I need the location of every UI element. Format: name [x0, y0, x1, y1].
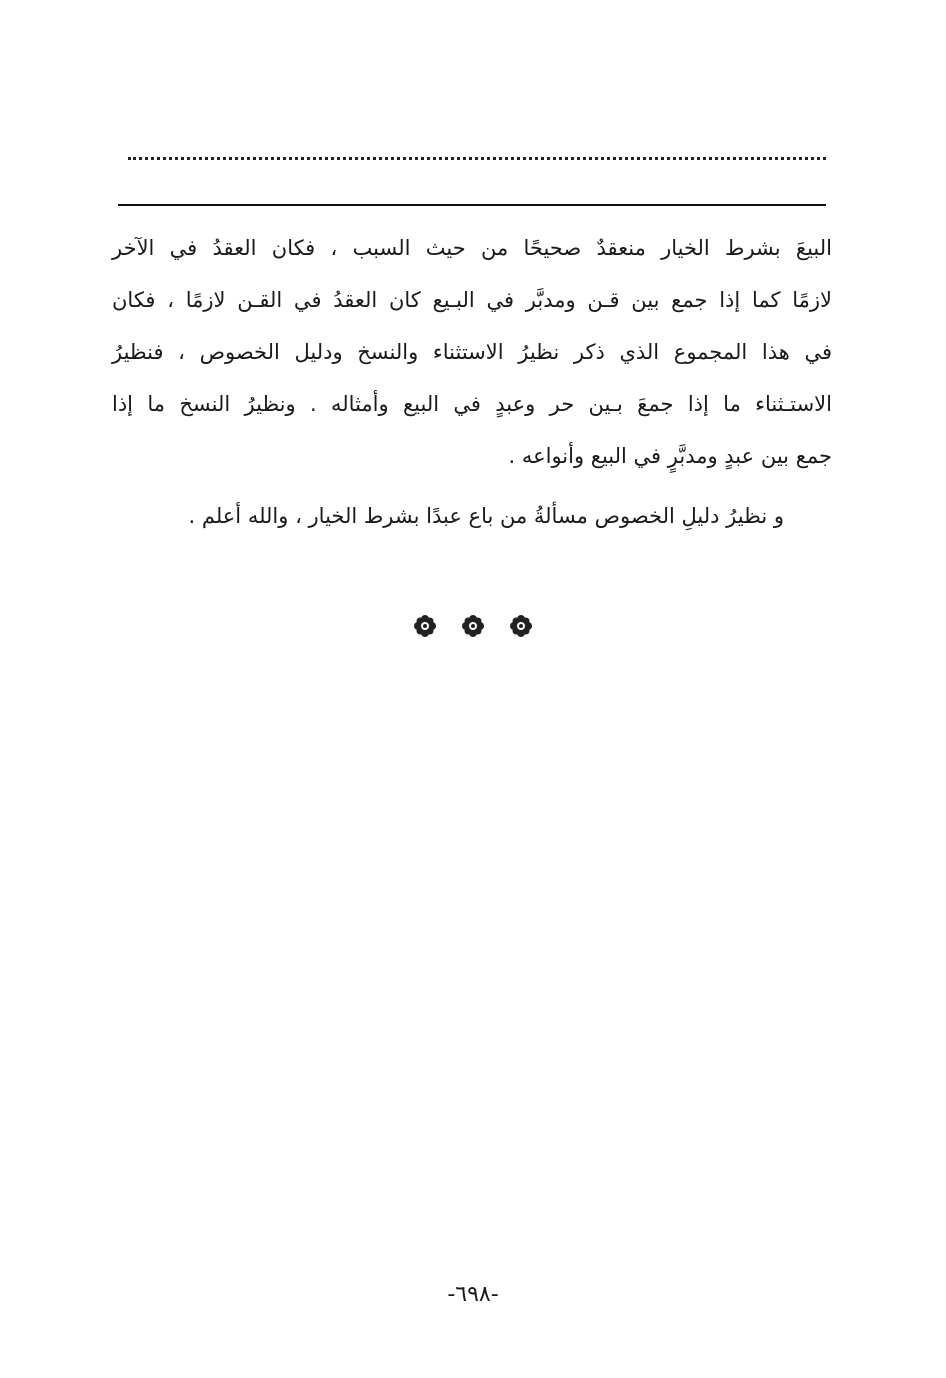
text-line: جمع بين عبدٍ ومدبَّرٍ في البيع وأنواعه .	[508, 444, 832, 468]
text-line: لازمًا كما إذا جمع بين قـن ومدبَّر في البـيع كان العقدُ في القـن لازمًا ، فكان	[112, 288, 832, 312]
section-end-ornaments	[413, 614, 533, 644]
solid-separator	[118, 204, 826, 206]
flower-ornament-icon	[461, 614, 485, 638]
flower-ornament-icon	[413, 614, 437, 638]
text-line: البيعَ بشرط الخيار منعقدٌ صحيحًا من حيث السبب ، فكان العقدُ في الآخر	[112, 236, 832, 260]
main-text-block	[112, 222, 832, 542]
flower-ornament-icon	[509, 614, 533, 638]
text-line: في هذا المجموع الذي ذكر نظيرُ الاستثناء والنسخ ودليل الخصوص ، فنظيرُ	[112, 340, 832, 364]
page-number: -٦٩٨-	[447, 1282, 499, 1307]
dotted-separator	[128, 157, 826, 160]
text-line: الاستـثناء ما إذا جمعَ بـين حر وعبدٍ في البيع وأمثاله . ونظيرُ النسخ ما إذا	[112, 392, 832, 416]
closing-line: و نظيرُ دليلِ الخصوص مسألةُ من باع عبدًا بشرط الخيار ، والله أعلم .	[188, 504, 784, 528]
